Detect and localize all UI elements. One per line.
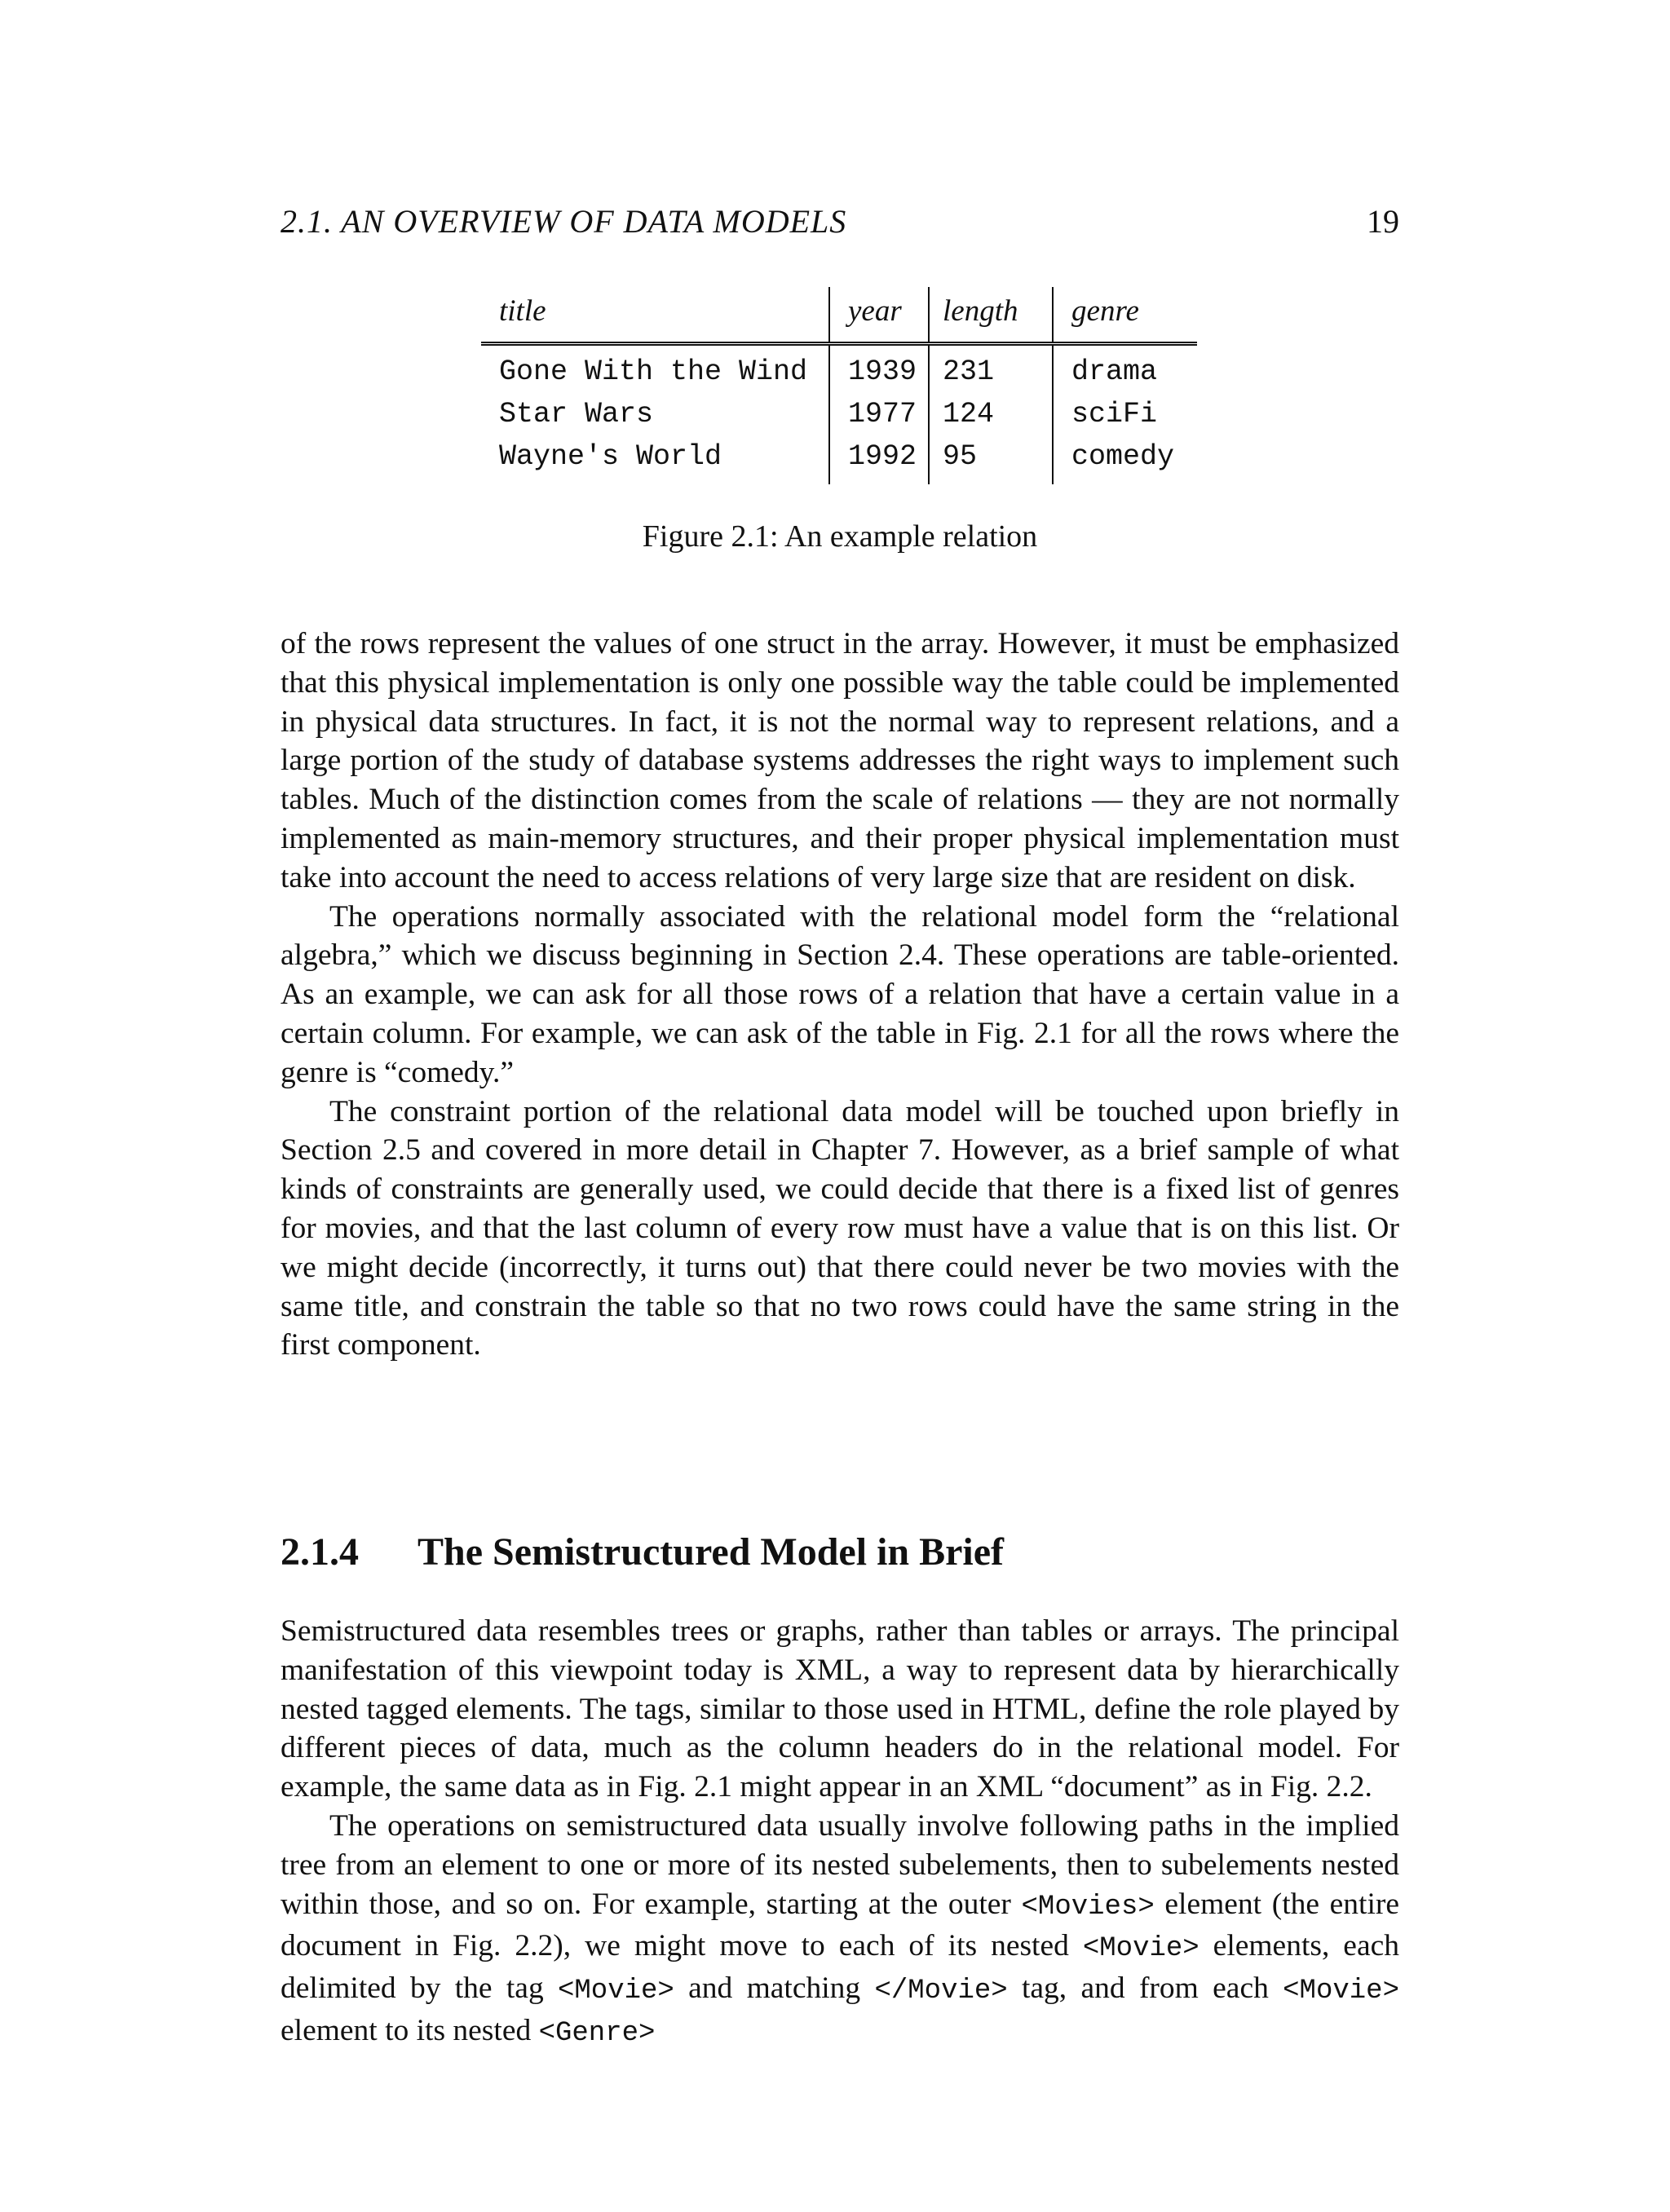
table-cell: 1939 — [829, 344, 929, 394]
section-title: The Semistructured Model in Brief — [418, 1530, 1005, 1574]
text-span: tag, and from each — [1007, 1971, 1283, 2006]
table-cell: comedy — [1053, 435, 1197, 484]
text-span: The operations on semistructured data usually involve following paths in the implied tree from an element to one or more of its nested subelements, then to subelements nested within those, and so on. For example, starting at the outer — [281, 1808, 1399, 1921]
paragraph-semistructured-operations — [281, 1807, 1399, 2054]
table-row — [481, 393, 1197, 435]
code-tag: <Movies> — [1021, 1891, 1155, 1923]
paragraph-constraints: The constraint portion of the relational data model will be touched upon briefly in Section 2.5 and covered in more detail in Chapter 7. However, as a brief sample of what kinds of constraints are generally used, we could decide that there is a fixed list of genres for movies, and that the last column of every row must have a value that is on this list. Or we might decide (incorrectly, it turns out) that there could never be two movies with the same title, and constrain the table so that no two rows could have the same string in the first component. — [281, 1094, 1399, 1362]
running-head: 2.1. AN OVERVIEW OF DATA MODELS — [281, 203, 847, 240]
table-cell: 1992 — [829, 435, 929, 484]
section-heading — [281, 1530, 1399, 1574]
column-header-title: title — [481, 287, 829, 344]
code-tag: <Genre> — [538, 2017, 656, 2049]
code-tag: </Movie> — [874, 1976, 1008, 2007]
table-row — [481, 435, 1197, 484]
figure-caption: Figure 2.1: An example relation — [642, 519, 1038, 554]
column-header-year: year — [829, 287, 929, 344]
table-header-row — [481, 287, 1197, 344]
text-span: element (the entire document in Fig. 2.2), we might move to each of its nested — [281, 1887, 1399, 1963]
table-cell: 1977 — [829, 393, 929, 435]
paragraph-semistructured-intro: Semistructured data resembles trees or graphs, rather than tables or arrays. The principal manifestation of this viewpoint today is XML, a way to represent data by hierarchically nested tagged elements. The tags, similar to those used in HTML, define the role played by different pieces of data, much as the column headers do in the relational model. For example, the same data as in Fig. 2.1 might appear in an XML “document” as in Fig. 2.2. — [281, 1614, 1399, 1804]
body-text-before-section — [281, 625, 1399, 1365]
table-cell: 95 — [929, 435, 1053, 484]
table-cell: Wayne's World — [499, 440, 722, 473]
relation-table — [481, 287, 1197, 484]
code-tag: <Movie> — [1283, 1976, 1399, 2007]
page-number: 19 — [1367, 203, 1399, 240]
table-cell: drama — [1053, 344, 1197, 394]
text-span: and matching — [674, 1971, 875, 2006]
code-tag: <Movie> — [558, 1976, 674, 2007]
text-span: element to its nested — [281, 2013, 539, 2047]
table-cell: Gone With the Wind — [499, 355, 808, 388]
table-cell: 124 — [929, 393, 1053, 435]
table-row — [481, 344, 1197, 394]
code-tag: <Movie> — [1082, 1933, 1199, 1965]
table-cell: Star Wars — [499, 398, 654, 430]
text-span: elements, each delimited by the tag — [281, 1929, 1399, 2006]
paragraph-continued: of the rows represent the values of one struct in the array. However, it must be emphasized that this physical implementation is only one possible way the table could be implemented in physical data structures. In fact, it is not the normal way to represent relations, and a large portion of the study of database systems addresses the right ways to implement such tables. Much of the distinction comes from the scale of relations — they are not normally implemented as main-memory structures, and their proper physical implementation must take into account the need to access relations of very large size that are resident on disk. — [281, 627, 1399, 894]
column-header-genre: genre — [1053, 287, 1197, 344]
body-text-section — [281, 1612, 1399, 2054]
section-number: 2.1.4 — [281, 1530, 359, 1574]
table-cell: 231 — [929, 344, 1053, 394]
column-header-length: length — [929, 287, 1053, 344]
table-cell: sciFi — [1053, 393, 1197, 435]
paragraph-relational-algebra: The operations normally associated with the relational model form the “relational algebra,” which we discuss beginning in Section 2.4. These operations are table-oriented. As an example, we can ask for all those rows of a relation that have a certain value in a certain column. For example, we can ask of the table in Fig. 2.1 for all the rows where the genre is “comedy.” — [281, 899, 1399, 1089]
